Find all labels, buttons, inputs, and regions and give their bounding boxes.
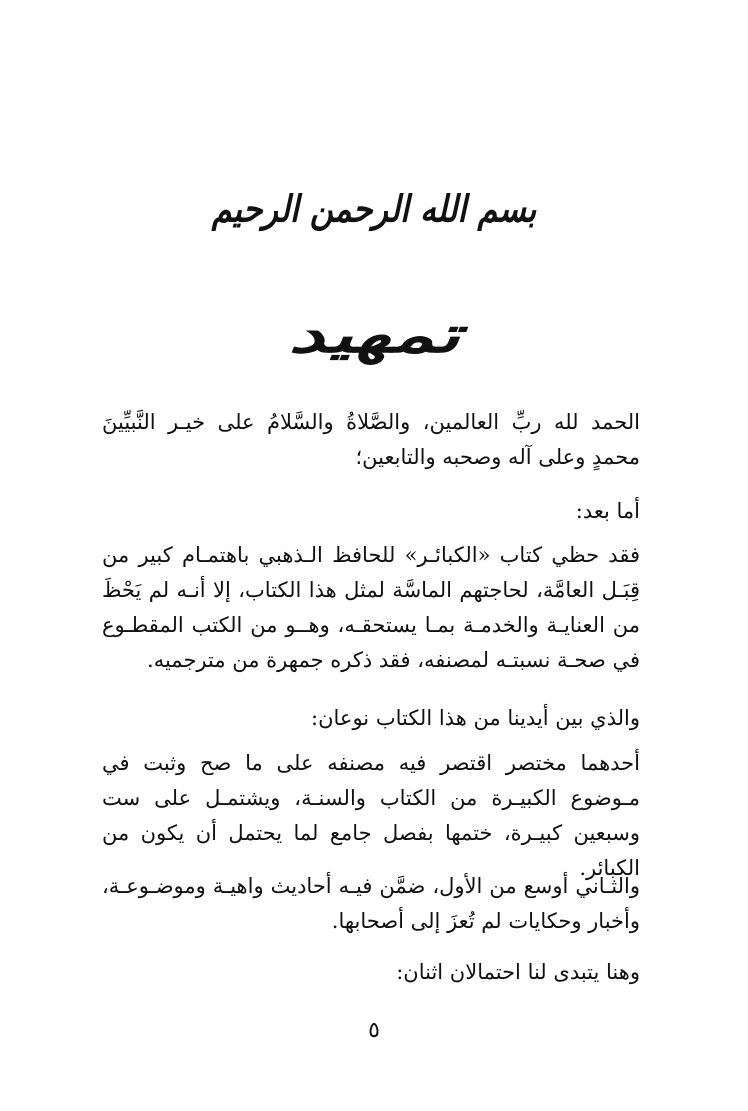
paragraph-two-types: والذي بين أيدينا من هذا الكتاب نوعان: <box>311 706 640 730</box>
paragraph-amma-bad: أما بعد: <box>575 499 640 523</box>
paragraph-opening: الحمد لله ربِّ العالمين، والصَّلاةُ والسَّلامُ على خيـر النَّبيِّينَ محمدٍ وعلى آله وصحبه والتابعين؛ <box>102 410 640 469</box>
page-number: ٥ <box>368 1018 380 1043</box>
paragraph-second-type: والثـاني أوسع من الأول، ضمَّن فيـه أحاديث واهيـة وموضـوعـة، وأخبار وحكايات لم تُعزَ إلى أصحابها. <box>102 874 640 933</box>
paragraph-two-possibilities: وهنا يتبدى لنا احتمالان اثنان: <box>396 960 640 984</box>
paragraph-about-book: فقد حظي كتاب «الكبائـر» للحافظ الـذهبي باهتمـام كبير من قِبَـل العامَّة، لحاجتهم الماسَّة لمثل هذا الكتاب، إلا أنـه لم يَحْظَ من العنايـة والخدمـة بمـا يستحقـه، وهــو من الكتب المقطـوع في صحـة نسبتـه لمصنفه، فقد ذكره جمهرة من مترجميه. <box>102 543 640 672</box>
paragraph-first-type: أحدهما مختصر اقتصر فيه مصنفه على ما صح وثبت في مـوضوع الكبيـرة من الكتاب والسنـة، ويشتمـل على ست وسبعين كبيـرة، ختمها بفصل جامع لما يحتمل أن يكون من الكبائر. <box>102 751 640 880</box>
basmala-heading: بسم الله الرحمن الرحيم <box>211 187 537 231</box>
chapter-title: تمهيد <box>288 305 460 364</box>
